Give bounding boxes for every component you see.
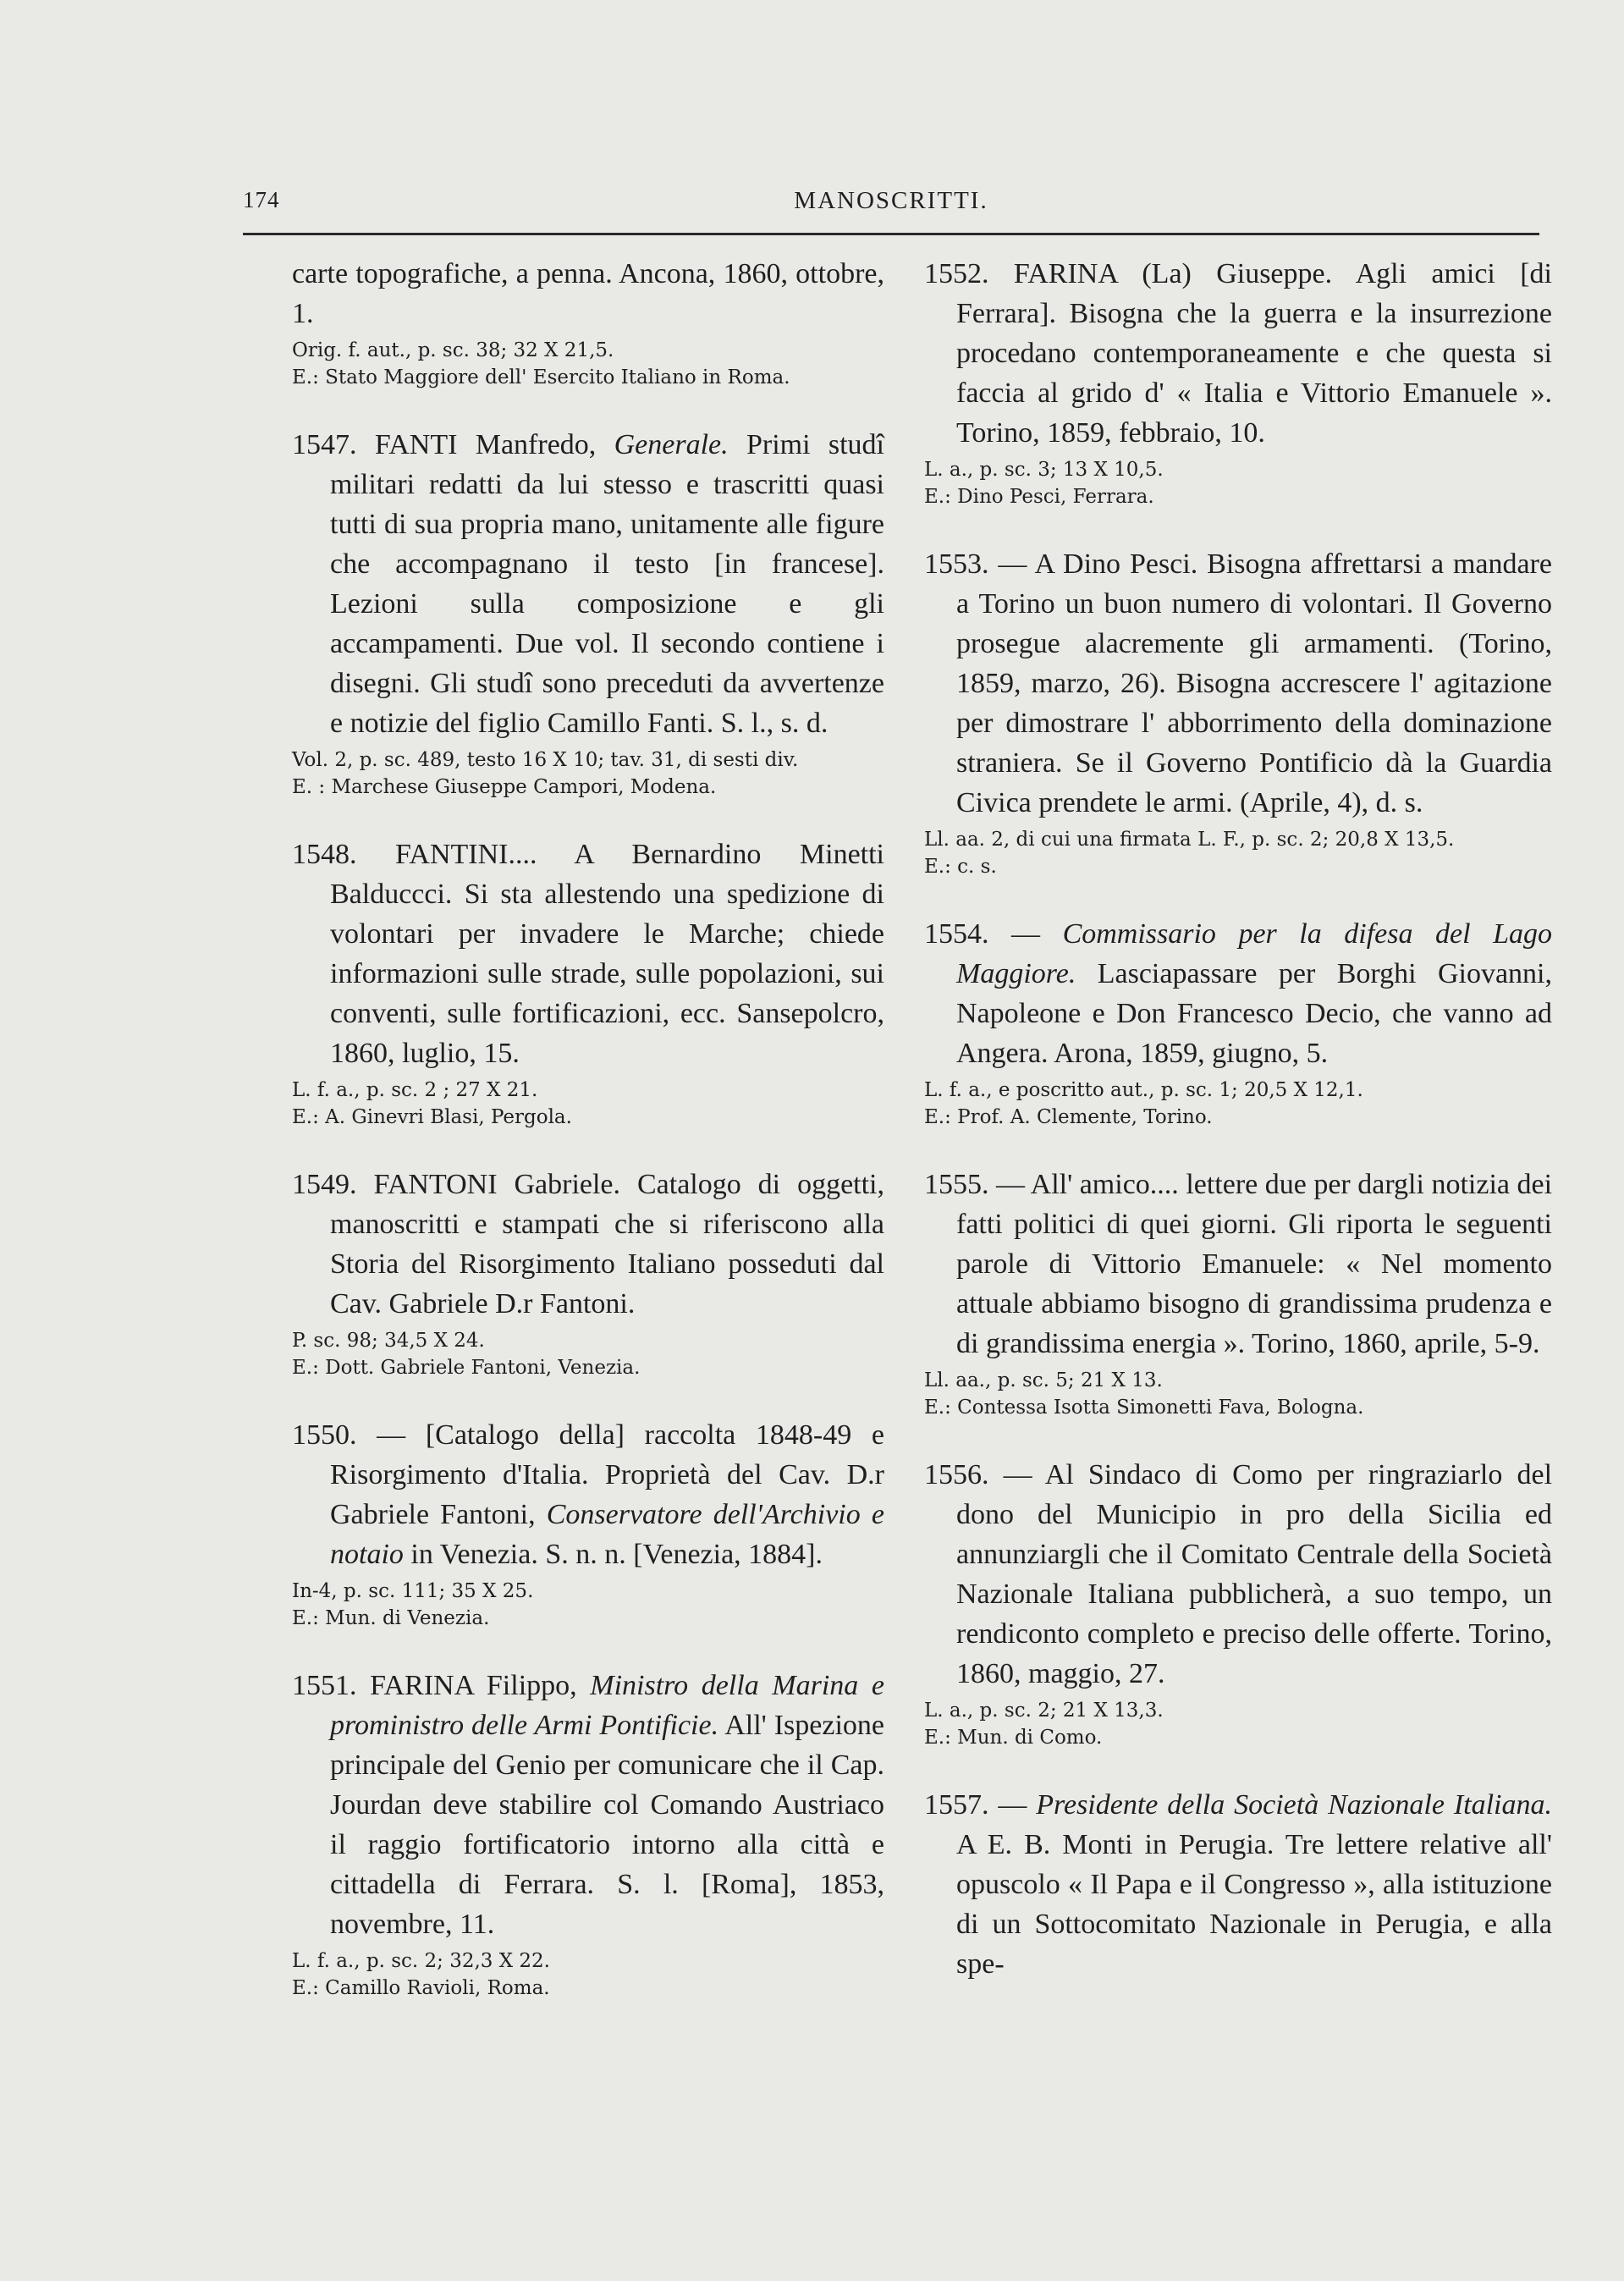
entry-note: E. : Marchese Giuseppe Campori, Modena. <box>292 776 717 798</box>
entry-note: E.: c. s. <box>924 856 997 878</box>
entry-description: Bisogna affrettarsi a mandare a Torino un buon numero di volontari. Il Governo prosegue alacremente gli armamenti. (Torino, 1859, marzo, 26). Bisogna accrescere l' agitazione per dimostrare l' abborrimento della dominazione straniera. Se il Governo Pontificio dà la Guardia Civica prendete le armi. (Aprile, 4), d. s. <box>956 548 1552 818</box>
entry-author: — <box>1011 918 1041 950</box>
entry-notes <box>924 1367 1552 1421</box>
entry-description: Agli amici [di Ferrara]. Bisogna che la guerra e la insurrezione procedano contemporaneamente e che questa si faccia al grido d' « Italia e Vittorio Emanuele ». Torino, 1859, febbraio, 10. <box>956 258 1552 449</box>
entry-text <box>292 1415 884 1574</box>
entry-number: 1557. <box>924 1789 989 1821</box>
entry-note: E.: Mun. di Como. <box>924 1727 1103 1749</box>
entry-text <box>924 1455 1552 1694</box>
entry-note: In-4, p. sc. 111; 35 X 25. <box>292 1580 534 1602</box>
entry-description: All' Ispezione principale del Genio per comunicare che il Cap. Jourdan deve stabilire col Comando Austriaco il raggio fortificatorio intorno alla città e cittadella di Ferrara. S. l. [Roma], 1853, novembre, 11. <box>330 1710 884 1940</box>
entry-note: E.: Stato Maggiore dell' Esercito Italiano in Roma. <box>292 366 790 388</box>
entry-text <box>292 835 884 1073</box>
entry-note: Orig. f. aut., p. sc. 38; 32 X 21,5. <box>292 339 614 361</box>
entry-qualifier: Commissario per la difesa del Lago Maggiore. <box>956 918 1552 989</box>
entry-description: Primi studî militari redatti da lui stesso e trascritti quasi tutti di sua propria mano, unitamente alle figure che accompagnano il testo [in francese]. Lezioni sulla composizione e gli accampamenti. Due vol. Il secondo contiene i disegni. Gli studî sono preceduti da avvertenze e notizie del figlio Camillo Fanti. S. l., s. d. <box>330 429 884 739</box>
entry-note: E.: A. Ginevri Blasi, Pergola. <box>292 1106 572 1128</box>
page-number: 174 <box>243 187 280 212</box>
entry-text <box>292 425 884 743</box>
catalog-entry <box>924 1165 1552 1421</box>
entry-notes <box>924 1697 1552 1751</box>
entry-note: E.: Dino Pesci, Ferrara. <box>924 486 1154 508</box>
entry-author: FANTINI.... <box>395 839 537 870</box>
entry-number: 1549. <box>292 1169 357 1200</box>
catalog-entry <box>924 544 1552 880</box>
entry-description: Catalogo di oggetti, manoscritti e stampati che si riferiscono alla Storia del Risorgimento Italiano posseduti dal Cav. Gabriele D.r Fantoni. <box>330 1169 885 1320</box>
entry-qualifier: Conservatore dell'Archivio e notaio <box>330 1499 884 1570</box>
entry-number: 1556. <box>924 1459 989 1490</box>
entry-text <box>924 1785 1552 1984</box>
catalog-entry <box>292 425 884 801</box>
entry-note: E.: Dott. Gabriele Fantoni, Venezia. <box>292 1357 641 1379</box>
running-title: MANOSCRITTI. <box>794 187 988 214</box>
entry-text <box>292 254 884 333</box>
entry-author: FANTI Manfredo, <box>374 429 597 460</box>
entry-number: 1550. <box>292 1419 357 1451</box>
entry-qualifier: Generale. <box>614 429 729 460</box>
entry-text <box>924 914 1552 1073</box>
entry-note: Vol. 2, p. sc. 489, testo 16 X 10; tav. 31, di sesti div. <box>292 749 799 771</box>
entry-description: per ringraziarlo del dono del Municipio in pro della Sicilia ed annunziargli che il Comitato Centrale della Società Nazionale Italiana pubblicherà, a suo tempo, un rendiconto completo e preciso delle offerte. Torino, 1860, maggio, 27. <box>956 1459 1553 1689</box>
entry-description: Lasciapassare per Borghi Giovanni, Napoleone e Don Francesco Decio, che vanno ad Angera. Arona, 1859, giugno, 5. <box>956 958 1553 1069</box>
catalog-entry <box>292 1666 884 2002</box>
entry-author: FARINA Filippo, <box>370 1670 577 1701</box>
entry-notes <box>292 1327 884 1381</box>
entry-qualifier: Ministro della Marina e proministro delle Armi Pontificie. <box>330 1670 885 1741</box>
entry-note: P. sc. 98; 34,5 X 24. <box>292 1330 485 1352</box>
entry-text <box>924 544 1552 823</box>
catalog-entry <box>924 1455 1552 1751</box>
catalog-entry <box>292 1165 884 1381</box>
catalog-entry <box>924 254 1552 510</box>
entry-notes <box>292 747 884 801</box>
entry-description: A E. B. Monti in Perugia. Tre lettere relative all' opuscolo « Il Papa e il Congresso », alla istituzione di un Sottocomitato Nazionale in Perugia, e alla spe- <box>956 1829 1552 1980</box>
entry-notes <box>292 1578 884 1632</box>
entry-number: 1552. <box>924 258 989 289</box>
left-column <box>292 254 884 2036</box>
entry-note: L. f. a., e poscritto aut., p. sc. 1; 20,5 X 12,1. <box>924 1079 1363 1101</box>
entry-note: L. f. a., p. sc. 2; 32,3 X 22. <box>292 1950 550 1972</box>
entry-notes <box>924 826 1552 880</box>
entry-notes <box>924 1077 1552 1131</box>
entry-text <box>924 254 1552 453</box>
catalog-entry <box>924 914 1552 1131</box>
entry-description: lettere due per dargli notizia dei fatti politici di quei giorni. Gli riporta le seguenti parole di Vittorio Emanuele: « Nel momento attuale abbiamo bisogno di grandissima prudenza e di grandissima energia ». Torino, 1860, aprile, 5-9. <box>956 1169 1553 1359</box>
entry-description: carte topografiche, a penna. Ancona, 1860, ottobre, 1. <box>292 258 884 329</box>
entry-author: — Al Sindaco di Como <box>1003 1459 1303 1490</box>
entry-text <box>924 1165 1552 1364</box>
entry-number: 1551. <box>292 1670 357 1701</box>
entry-text <box>292 1165 884 1324</box>
entry-number: 1548. <box>292 839 357 870</box>
entry-description: in Venezia. S. n. n. [Venezia, 1884]. <box>410 1539 823 1570</box>
entry-author: — <box>998 1789 1027 1821</box>
entry-author: — A Dino Pesci. <box>998 548 1198 580</box>
entry-note: L. f. a., p. sc. 2 ; 27 X 21. <box>292 1079 538 1101</box>
catalog-entry <box>292 1415 884 1632</box>
entry-notes <box>292 1948 884 2002</box>
entry-number: 1553. <box>924 548 989 580</box>
catalog-entry <box>292 835 884 1131</box>
entry-author: — [Catalogo della] raccolta 1848-49 e Risorgimento d'Italia. Proprietà del Cav. D.r Gabriele Fantoni, <box>330 1419 884 1530</box>
right-column <box>924 254 1552 2018</box>
entry-notes <box>292 337 884 391</box>
entry-number: 1547. <box>292 429 357 460</box>
entry-note: E.: Prof. A. Clemente, Torino. <box>924 1106 1213 1128</box>
entry-notes <box>924 456 1552 510</box>
entry-text <box>292 1666 884 1944</box>
entry-note: Ll. aa. 2, di cui una firmata L. F., p. sc. 2; 20,8 X 13,5. <box>924 829 1455 851</box>
entry-number: 1555. <box>924 1169 989 1200</box>
entry-qualifier: Presidente della Società Nazionale Italiana. <box>1036 1789 1552 1821</box>
page-header <box>243 182 1539 235</box>
entry-note: Ll. aa., p. sc. 5; 21 X 13. <box>924 1369 1163 1391</box>
catalog-entry <box>292 254 884 391</box>
entry-author: FARINA (La) Giuseppe. <box>1013 258 1333 289</box>
entry-note: E.: Camillo Ravioli, Roma. <box>292 1977 550 1999</box>
entry-author: FANTONI Gabriele. <box>373 1169 621 1200</box>
entry-author: — All' amico.... <box>996 1169 1179 1200</box>
catalog-entry <box>924 1785 1552 1984</box>
entry-note: L. a., p. sc. 2; 21 X 13,3. <box>924 1700 1164 1722</box>
entry-note: E.: Mun. di Venezia. <box>292 1607 490 1629</box>
entry-description: A Bernardino Minetti Balduccci. Si sta allestendo una spedizione di volontari per invadere le Marche; chiede informazioni sulle strade, sulle popolazioni, sui conventi, sulle fortificazioni, ecc. Sansepolcro, 1860, luglio, 15. <box>330 839 885 1069</box>
entry-note: L. a., p. sc. 3; 13 X 10,5. <box>924 459 1164 481</box>
entry-note: E.: Contessa Isotta Simonetti Fava, Bologna. <box>924 1397 1364 1419</box>
entry-number: 1554. <box>924 918 989 950</box>
entry-notes <box>292 1077 884 1131</box>
